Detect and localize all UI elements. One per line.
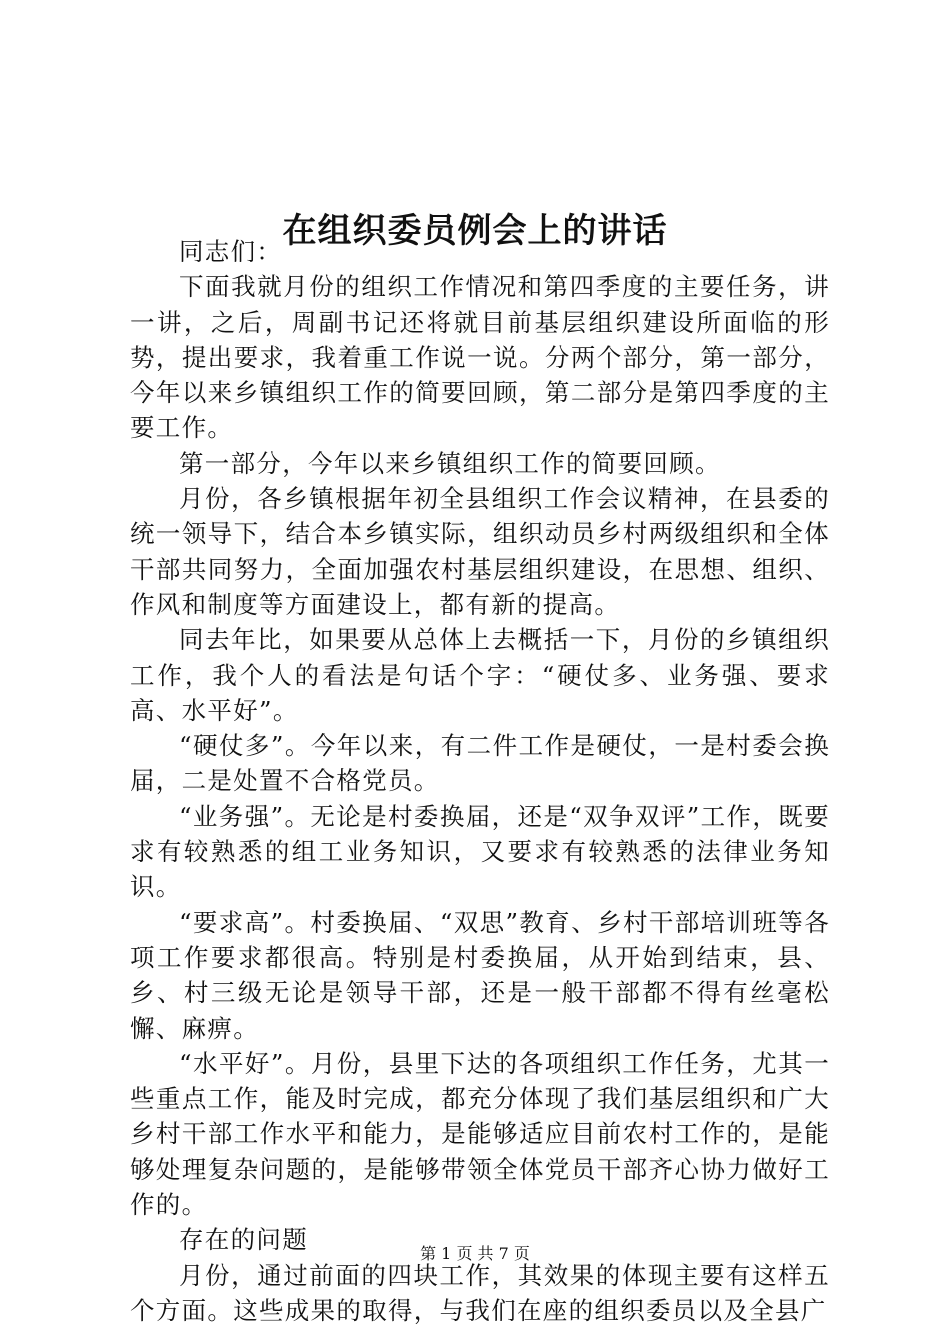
body-paragraph: 月份，各乡镇根据年初全县组织工作会议精神，在县委的统一领导下，结合本乡镇实际，组织动员乡村两级组织和全体干部共同努力，全面加强农村基层组织建设，在思想、组织、作风和制度等方面建设上，都有新的提高。 xyxy=(130,484,830,619)
body-paragraph: “硬仗多”。今年以来，有二件工作是硬仗，一是村委会换届，二是处置不合格党员。 xyxy=(130,731,830,796)
body-paragraph: 下面我就月份的组织工作情况和第四季度的主要任务，讲一讲，之后，周副书记还将就目前基层组织建设所面临的形势，提出要求，我着重工作说一说。分两个部分，第一部分，今年以来乡镇组织工作的简要回顾，第二部分是第四季度的主要工作。 xyxy=(130,272,830,443)
document-title: 在组织委员例会上的讲话 xyxy=(282,210,668,251)
salutation-paragraph: 同志们： xyxy=(179,237,283,266)
body-paragraph: “业务强”。无论是村委换届，还是“双争双评”工作，既要求有较熟悉的组工业务知识，又要求有较熟悉的法律业务知识。 xyxy=(130,801,830,902)
document-body xyxy=(130,234,830,1328)
page-number-footer: 第 1 页 共 7 页 xyxy=(420,1244,530,1263)
body-paragraph: “要求高”。村委换届、“双思”教育、乡村干部培训班等各项工作要求都很高。特别是村委换届，从开始到结束，县、乡、村三级无论是领导干部，还是一般干部都不得有丝毫松懈、麻痹。 xyxy=(130,907,830,1043)
body-paragraph: “水平好”。月份，县里下达的各项组织工作任务，尤其一些重点工作，能及时完成，都充分体现了我们基层组织和广大乡村干部工作水平和能力，是能够适应目前农村工作的，是能够处理复杂问题的，是能够带领全体党员干部齐心协力做好工作的。 xyxy=(130,1048,830,1220)
section-heading-paragraph: 第一部分，今年以来乡镇组织工作的简要回顾。 xyxy=(179,448,721,478)
section-heading-paragraph: 存在的问题 xyxy=(179,1225,308,1255)
body-paragraph: 月份，通过前面的四块工作，其效果的体现主要有这样五个方面。这些成果的取得，与我们在座的组织委员以及全县广 xyxy=(130,1260,830,1325)
body-paragraph: 同去年比，如果要从总体上去概括一下，月份的乡镇组织工作，我个人的看法是句话个字：“硬仗多、业务强、要求高、水平好”。 xyxy=(130,625,830,725)
